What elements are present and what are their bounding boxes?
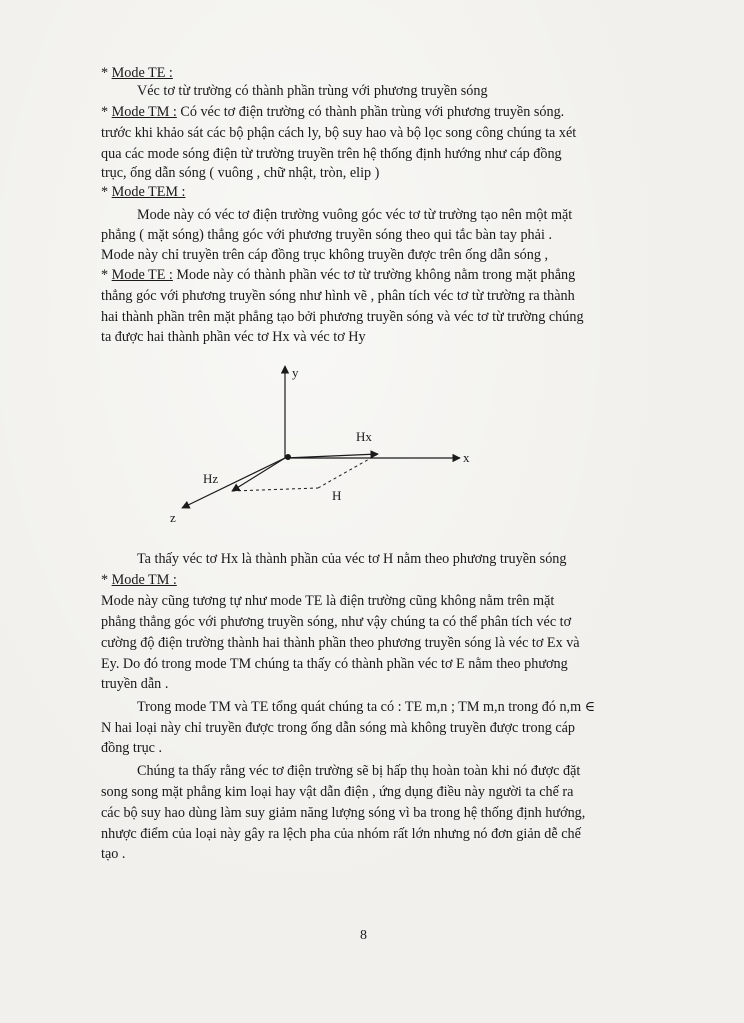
- bullet: *: [101, 184, 112, 200]
- bullet: *: [101, 104, 112, 120]
- text-line: thẳng góc với phương truyền sóng như hình vẽ , phân tích véc tơ từ trường ra thành: [101, 288, 575, 304]
- bullet: *: [101, 65, 112, 81]
- text-line: Ta thấy véc tơ Hx là thành phần của véc tơ H nằm theo phương truyền sóng: [137, 551, 567, 567]
- text-line: trước khi khảo sát các bộ phận cách ly, bộ suy hao và bộ lọc song công chúng ta xét: [101, 125, 577, 141]
- bullet: *: [101, 572, 112, 588]
- text-line: nhược điểm của loại này gây ra lệch pha của nhóm rất lớn nhưng nó đơn giản dễ chế: [101, 826, 581, 842]
- hz-label: Hz: [203, 471, 219, 486]
- h-dashed-side: [318, 454, 378, 488]
- z-axis: [182, 458, 285, 508]
- y-label: y: [292, 365, 299, 380]
- heading-mode-tm-1: [101, 103, 564, 121]
- text-line: đồng trục .: [101, 740, 163, 756]
- h-dashed-bottom: [232, 488, 318, 491]
- text-line: tạo .: [101, 846, 126, 862]
- text-line: ta được hai thành phần véc tơ Hx và véc tơ Hy: [101, 329, 366, 345]
- z-label: z: [170, 510, 176, 525]
- heading-mode-tm-2: [101, 571, 177, 589]
- hx-label: Hx: [356, 429, 372, 444]
- origin-point: [285, 454, 291, 460]
- heading-text: Mode TM :: [111, 104, 177, 120]
- hz-vector: [232, 458, 285, 491]
- text-line: Véc tơ từ trường có thành phần trùng với phương truyền sóng: [137, 83, 488, 99]
- hx-vector: [285, 454, 378, 458]
- text-line: trục, ống dẫn sóng ( vuông , chữ nhật, tròn, elip ): [101, 165, 380, 181]
- text-line: hai thành phần trên mặt phẳng tạo bởi phương truyền sóng và véc tơ từ trường chúng: [101, 309, 584, 325]
- text-line: các bộ suy hao dùng làm suy giảm năng lượng sóng vì ba trong hệ thống định hướng,: [101, 805, 586, 821]
- heading-text: Mode TE :: [111, 267, 173, 283]
- heading-text: Mode TE :: [111, 65, 173, 81]
- text-line: Mode này cũng tương tự như mode TE là điện trường cũng không nằm trên mặt: [101, 593, 555, 609]
- heading-mode-te-2: [101, 266, 575, 284]
- vector-diagram-svg: [160, 362, 490, 532]
- heading-body: Mode này có thành phần véc tơ từ trường không nằm trong mặt phẳng: [172, 267, 576, 283]
- x-label: x: [463, 450, 470, 465]
- text-line: Ey. Do đó trong mode TM chúng ta thấy có thành phần véc tơ E nằm theo phương: [101, 656, 568, 672]
- heading-text: Mode TEM :: [111, 184, 186, 200]
- heading-mode-tem: [101, 183, 185, 201]
- text-line: Mode này có véc tơ điện trường vuông góc véc tơ từ trường tạo nên một mặt: [137, 207, 573, 223]
- heading-mode-te-1: [101, 64, 173, 82]
- text-line: phẳng thẳng góc với phương truyền sóng, như vậy chúng ta có thể phân tích véc tơ: [101, 614, 572, 630]
- text-line: Mode này chỉ truyền trên cáp đồng trục không truyền được trên ống dẫn sóng ,: [101, 247, 549, 263]
- heading-text: Mode TM :: [111, 572, 177, 588]
- text-line: Trong mode TM và TE tổng quát chúng ta có : TE m,n ; TM m,n trong đó n,m ∈: [137, 699, 596, 715]
- text-line: N hai loại này chỉ truyền được trong ống dẫn sóng mà không truyền được trong cáp: [101, 720, 576, 736]
- heading-body: Có véc tơ điện trường có thành phần trùng với phương truyền sóng.: [176, 104, 565, 120]
- vector-diagram: [160, 362, 490, 532]
- bullet: *: [101, 267, 112, 283]
- h-label: H: [332, 488, 342, 503]
- text-line: qua các mode sóng điện từ trường truyền trên hệ thống định hướng như cáp đồng: [101, 146, 562, 162]
- text-line: cường độ điện trường thành hai thành phần theo phương truyền sóng là véc tơ Ex và: [101, 635, 580, 651]
- text-line: phẳng ( mặt sóng) thẳng góc với phương truyền sóng theo qui tắc bàn tay phải .: [101, 227, 552, 243]
- text-line: truyền dẫn .: [101, 676, 169, 692]
- page-number: 8: [360, 928, 367, 943]
- text-line: song song mặt phẳng kim loại hay vật dẫn điện , ứng dụng điều này người ta chế ra: [101, 784, 574, 800]
- text-line: Chúng ta thấy rằng véc tơ điện trường sẽ bị hấp thụ hoàn toàn khi nó được đặt: [137, 763, 581, 779]
